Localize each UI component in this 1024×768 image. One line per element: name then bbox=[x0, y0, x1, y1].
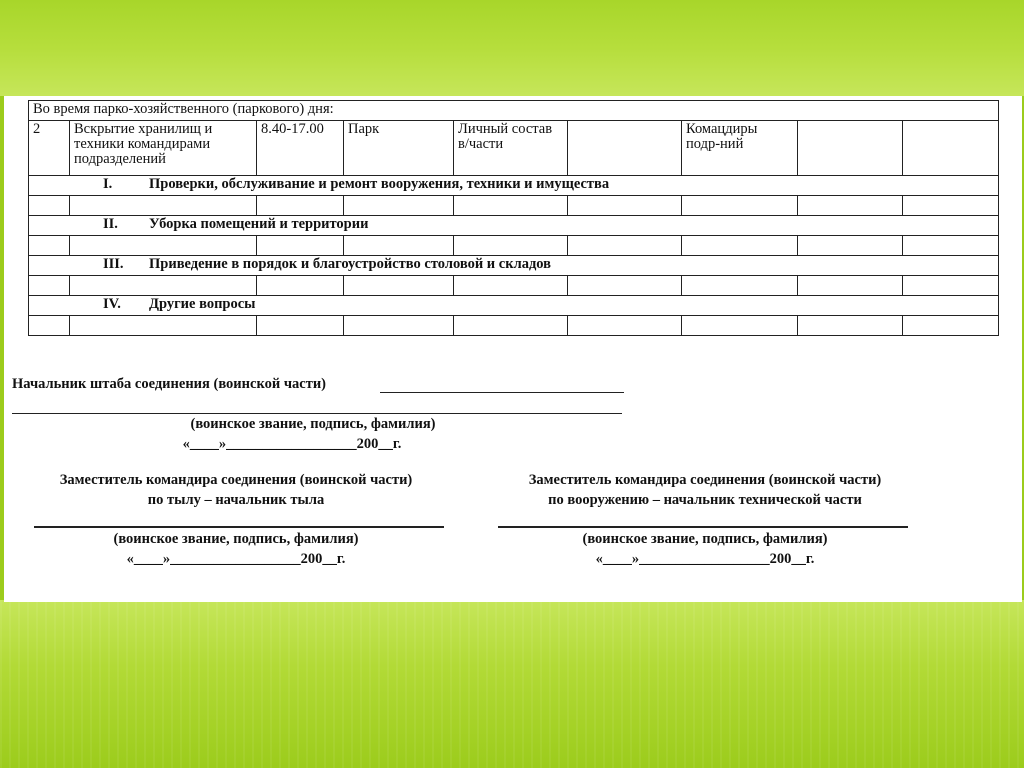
section-row bbox=[29, 216, 999, 236]
left-title-2: по тылу – начальник тыла bbox=[147, 492, 325, 508]
signature-line bbox=[498, 526, 908, 528]
plan-table bbox=[28, 100, 999, 336]
signature-line bbox=[12, 413, 622, 414]
left-date: «____»__________________200__г. bbox=[126, 551, 346, 567]
empty-row bbox=[29, 276, 999, 296]
empty-cell bbox=[903, 121, 999, 176]
empty-row bbox=[29, 196, 999, 216]
section-number: II. bbox=[103, 216, 118, 232]
section-row bbox=[29, 176, 999, 196]
section-number: IV. bbox=[103, 296, 121, 312]
participants-cell: Личный состав в/части bbox=[454, 121, 568, 176]
right-title-2: по вооружению – начальник технической части bbox=[548, 492, 862, 508]
empty-cell bbox=[568, 121, 682, 176]
chief-of-staff-label: Начальник штаба соединения (воинской части) bbox=[12, 376, 327, 392]
section-title: Уборка помещений и территории bbox=[149, 216, 369, 232]
date-line: «____»__________________200__г. bbox=[182, 436, 402, 452]
section-number: I. bbox=[103, 176, 113, 192]
rank-caption: (воинское звание, подпись, фамилия) bbox=[190, 416, 436, 432]
document-page bbox=[4, 96, 1022, 602]
empty-cell bbox=[798, 121, 903, 176]
empty-row bbox=[29, 316, 999, 336]
activity-cell: Вскрытие хранилищ и техники командирами подразделений bbox=[70, 121, 257, 176]
section-title: Проверки, обслуживание и ремонт вооружения, техники и имущества bbox=[149, 176, 610, 192]
section-title: Другие вопросы bbox=[149, 296, 256, 312]
time-cell: 8.40-17.00 bbox=[257, 121, 344, 176]
place-cell: Парк bbox=[344, 121, 454, 176]
section-row bbox=[29, 256, 999, 276]
left-title-1: Заместитель командира соединения (воинской части) bbox=[59, 472, 413, 488]
left-caption: (воинское звание, подпись, фамилия) bbox=[113, 531, 359, 547]
right-caption: (воинское звание, подпись, фамилия) bbox=[582, 531, 828, 547]
table-row bbox=[29, 121, 999, 176]
section-title: Приведение в порядок и благоустройство столовой и складов bbox=[149, 256, 552, 272]
section-row bbox=[29, 296, 999, 316]
empty-row bbox=[29, 236, 999, 256]
background-top bbox=[0, 0, 1024, 96]
signature-line bbox=[380, 392, 624, 393]
responsible-cell: Комацдиры подр-ний bbox=[682, 121, 798, 176]
right-date: «____»__________________200__г. bbox=[595, 551, 815, 567]
right-title-1: Заместитель командира соединения (воинской части) bbox=[528, 472, 882, 488]
section-number: III. bbox=[103, 256, 124, 272]
signature-line bbox=[34, 526, 444, 528]
table-header: Во время парко-хозяйственного (паркового) дня: bbox=[29, 101, 999, 121]
background-pattern bbox=[0, 600, 1024, 768]
row-number: 2 bbox=[29, 121, 70, 176]
table-header-row bbox=[29, 101, 999, 121]
